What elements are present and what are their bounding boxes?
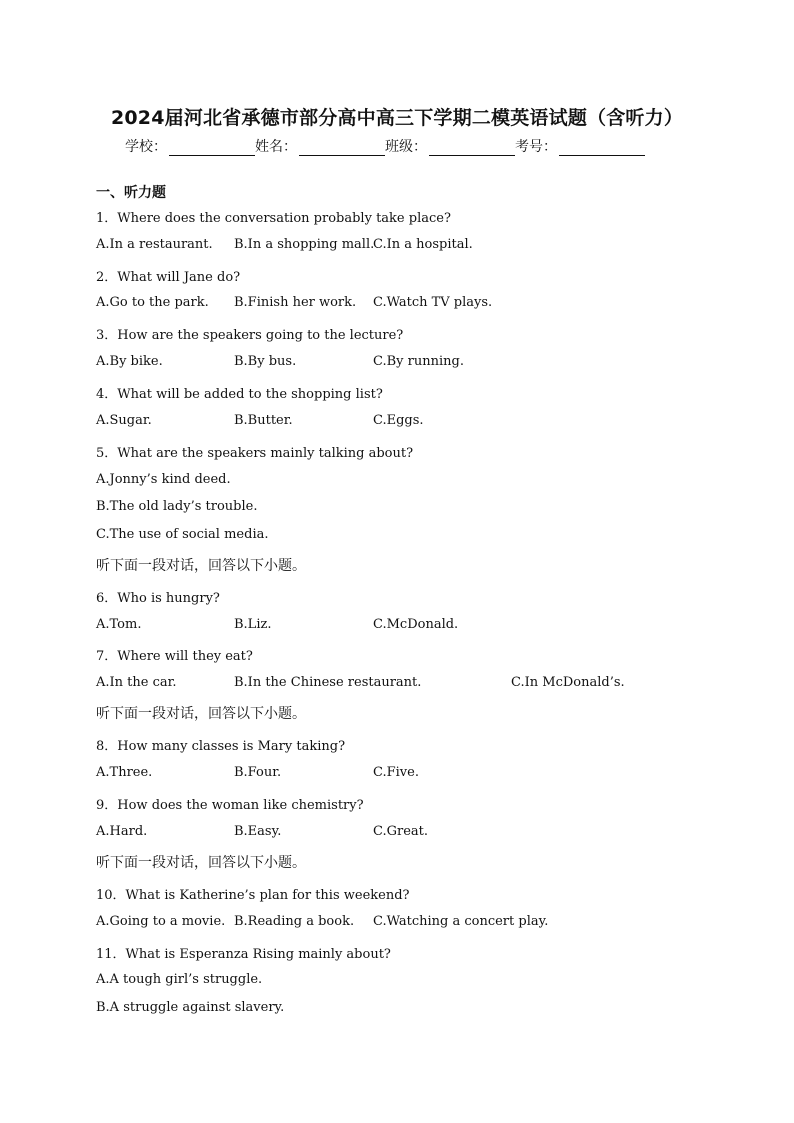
q9-option-b: B.Easy. — [234, 824, 282, 839]
question-9: 9．How does the woman like chemistry? — [96, 798, 364, 813]
question-8: 8．How many classes is Mary taking? — [96, 739, 346, 754]
q1-option-b: B.In a shopping mall. — [234, 237, 375, 252]
question-2: 2．What will Jane do? — [96, 270, 241, 285]
question-6: 6．Who is hungry? — [96, 591, 220, 606]
q2-option-a: A.Go to the park. — [96, 295, 209, 310]
question-3: 3．How are the speakers going to the lecture? — [96, 328, 404, 343]
q6-option-a: A.Tom. — [96, 617, 142, 632]
q8-option-a: A.Three. — [96, 765, 153, 780]
q5-option-c: C.The use of social media. — [96, 527, 269, 542]
section-heading: 一、听力题 — [96, 185, 166, 201]
q6-option-b: B.Liz. — [234, 617, 272, 632]
class-label: 班级： — [385, 139, 427, 155]
question-11: 11．What is Esperanza Rising mainly about? — [96, 947, 391, 962]
class-blank[interactable] — [429, 139, 515, 156]
number-blank[interactable] — [559, 139, 645, 156]
q5-option-a: A.Jonny’s kind deed. — [96, 472, 231, 487]
q9-option-a: A.Hard. — [96, 824, 148, 839]
q6-option-c: C.McDonald. — [373, 617, 459, 632]
dialogue-instruction-2: 听下面一段对话，回答以下小题。 — [96, 706, 306, 722]
q2-option-c: C.Watch TV plays. — [373, 295, 493, 310]
dialogue-instruction-3: 听下面一段对话，回答以下小题。 — [96, 855, 306, 871]
q10-option-b: B.Reading a book. — [234, 914, 355, 929]
q2-option-b: B.Finish her work. — [234, 295, 357, 310]
question-5: 5．What are the speakers mainly talking about? — [96, 446, 414, 461]
number-label: 考号： — [515, 139, 557, 155]
q7-option-c: C.In McDonald’s. — [511, 675, 625, 690]
q9-option-c: C.Great. — [373, 824, 429, 839]
question-4: 4．What will be added to the shopping list? — [96, 387, 383, 402]
q4-option-a: A.Sugar. — [96, 413, 152, 428]
q8-option-b: B.Four. — [234, 765, 282, 780]
dialogue-instruction-1: 听下面一段对话，回答以下小题。 — [96, 558, 306, 574]
q1-option-a: A.In a restaurant. — [96, 237, 213, 252]
question-1: 1．Where does the conversation probably take place? — [96, 211, 451, 226]
q7-option-b: B.In the Chinese restaurant. — [234, 675, 422, 690]
q3-option-c: C.By running. — [373, 354, 464, 369]
school-label: 学校： — [125, 139, 167, 155]
q5-option-b: B.The old lady’s trouble. — [96, 499, 258, 514]
q7-option-a: A.In the car. — [96, 675, 177, 690]
q11-option-b: B.A struggle against slavery. — [96, 1000, 285, 1015]
q10-option-a: A.Going to a movie. — [96, 914, 226, 929]
q8-option-c: C.Five. — [373, 765, 419, 780]
student-info-row — [125, 136, 645, 156]
q4-option-b: B.Butter. — [234, 413, 293, 428]
q3-option-b: B.By bus. — [234, 354, 297, 369]
name-label: 姓名： — [255, 139, 297, 155]
school-blank[interactable] — [169, 139, 255, 156]
q10-option-c: C.Watching a concert play. — [373, 914, 549, 929]
q11-option-a: A.A tough girl’s struggle. — [96, 972, 263, 987]
page-title: 2024届河北省承德市部分高中高三下学期二模英语试题（含听力） — [110, 107, 684, 129]
question-7: 7．Where will they eat? — [96, 649, 253, 664]
question-10: 10．What is Katherine’s plan for this weekend? — [96, 888, 410, 903]
q1-option-c: C.In a hospital. — [373, 237, 473, 252]
q4-option-c: C.Eggs. — [373, 413, 424, 428]
q3-option-a: A.By bike. — [96, 354, 163, 369]
name-blank[interactable] — [299, 139, 385, 156]
